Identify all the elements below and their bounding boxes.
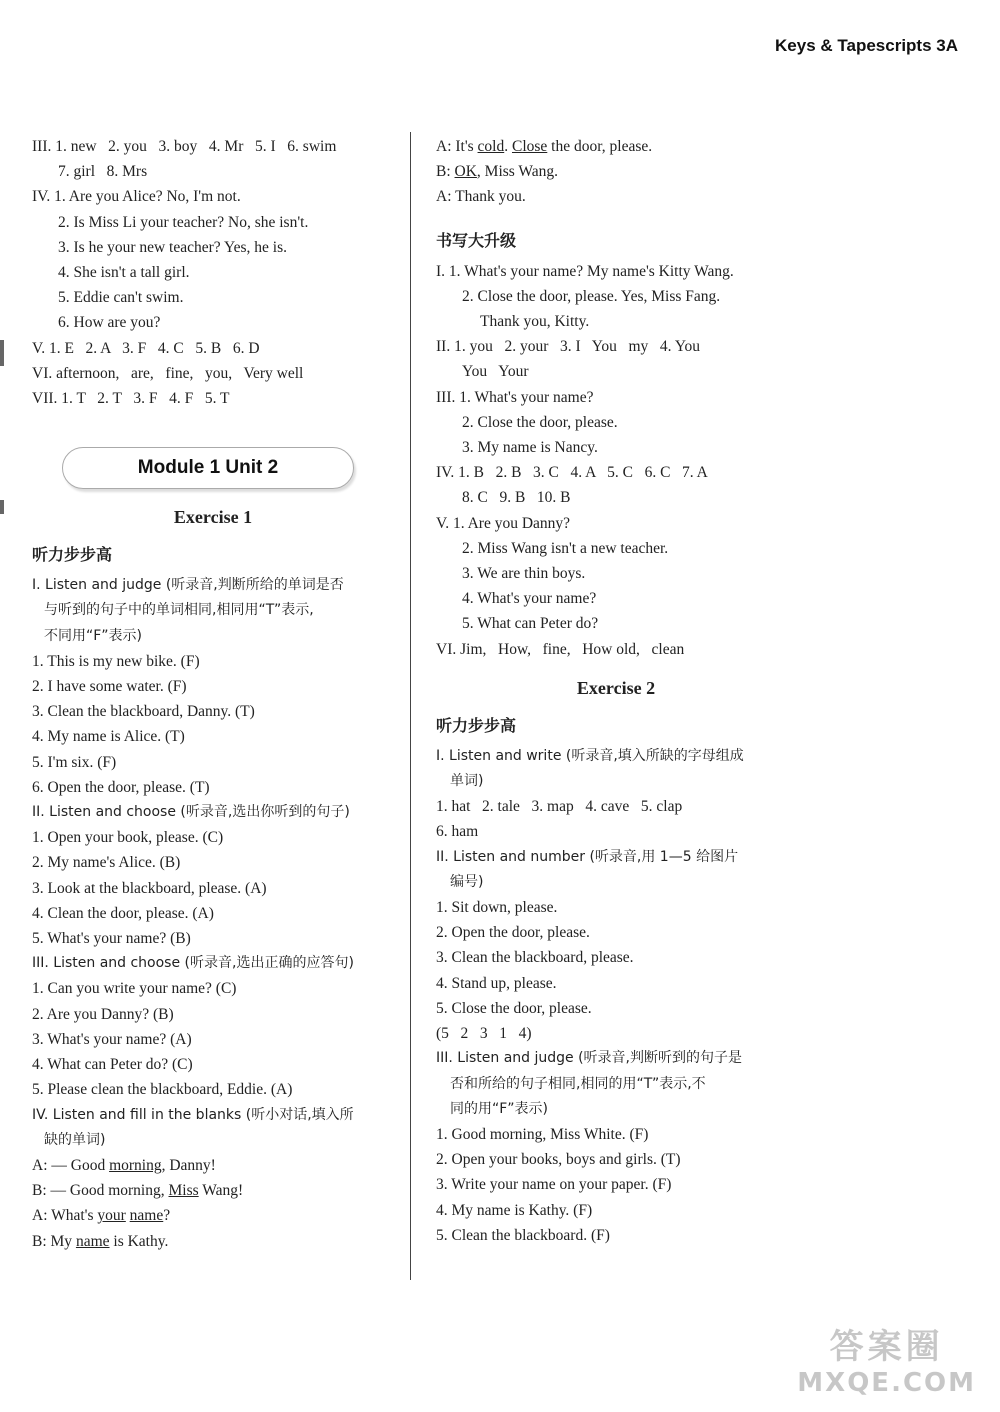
answer-line: 2. Close the door, please. <box>462 413 618 431</box>
part-instruction: II. Listen and number (听录音,用 1—5 给图片 <box>436 848 739 865</box>
answer-line: 1. hat 2. tale 3. map 4. cave 5. clap <box>436 798 683 816</box>
answer-line: 5. Clean the blackboard. (F) <box>436 1226 610 1244</box>
exercise-heading: Exercise 1 <box>173 507 253 528</box>
answer-line: VII. 1. T 2. T 3. F 4. F 5. T <box>32 390 230 408</box>
answer-line: 3. We are thin boys. <box>462 565 586 583</box>
part-instruction: IV. Listen and fill in the blanks (听小对话,填入所 <box>32 1106 354 1123</box>
page-edge-mark <box>0 340 4 366</box>
answer-line: 4. What can Peter do? (C) <box>32 1056 193 1074</box>
part-instruction: 与听到的句子中的单词相同,相同用“T”表示, <box>44 602 314 619</box>
answer-line: V. 1. Are you Danny? <box>436 514 571 532</box>
part-instruction: I. Listen and write (听录音,填入所缺的字母组成 <box>436 747 744 764</box>
answer-line: 3. My name is Nancy. <box>462 439 598 457</box>
watermark-logo-text: 答案圈 <box>829 1327 944 1367</box>
part-instruction: III. Listen and judge (听录音,判断听到的句子是 <box>436 1050 742 1067</box>
answer-line: 5. What can Peter do? <box>462 615 599 633</box>
dialog-line: A: It's cold. Close the door, please. <box>436 138 653 155</box>
answer-line: 3. Write your name on your paper. (F) <box>436 1176 672 1194</box>
dialog-line: A: What's your name? <box>32 1207 171 1225</box>
answer-line: 4. She isn't a tall girl. <box>58 264 190 282</box>
answer-line: 2. Are you Danny? (B) <box>32 1005 174 1023</box>
answer-line: 5. Close the door, please. <box>436 999 592 1017</box>
answer-line: 4. Clean the door, please. (A) <box>32 904 214 922</box>
part-instruction: 单词) <box>450 773 484 790</box>
answer-line: 3. Is he your new teacher? Yes, he is. <box>58 238 287 256</box>
answer-line: 6. How are you? <box>58 314 161 332</box>
dialog-line: B: OK, Miss Wang. <box>436 163 559 181</box>
section-heading: 书写大升级 <box>436 230 517 250</box>
answer-line: 7. girl 8. Mrs <box>58 163 148 181</box>
column-divider <box>410 132 411 1280</box>
left-column <box>32 134 394 1254</box>
dialog-line: A: Thank you. <box>436 188 526 206</box>
answer-line: 3. What's your name? (A) <box>32 1030 192 1048</box>
answer-line: VI. afternoon, are, fine, you, Very well <box>32 364 304 382</box>
answer-line: 2. Is Miss Li your teacher? No, she isn't. <box>58 213 309 231</box>
answer-line: 5. Eddie can't swim. <box>58 289 184 307</box>
answer-line: You Your <box>462 363 529 381</box>
exercise-heading: Exercise 2 <box>576 677 656 698</box>
answer-line: 2. My name's Alice. (B) <box>32 854 181 872</box>
answer-line: V. 1. E 2. A 3. F 4. C 5. B 6. D <box>32 339 260 357</box>
answer-line: I. 1. What's your name? My name's Kitty Wang. <box>436 262 734 280</box>
part-instruction: 同的用“F”表示) <box>450 1100 549 1117</box>
answer-line: 4. My name is Kathy. (F) <box>436 1201 593 1219</box>
answer-line: 6. Open the door, please. (T) <box>32 778 210 796</box>
right-column <box>436 134 796 1248</box>
module-title: Module 1 Unit 2 <box>62 447 354 489</box>
part-instruction: II. Listen and choose (听录音,选出你听到的句子) <box>32 804 350 821</box>
answer-line: IV. 1. B 2. B 3. C 4. A 5. C 6. C 7. A <box>436 464 708 482</box>
answer-line: 2. Open the door, please. <box>436 924 590 942</box>
site-watermark <box>797 1319 976 1398</box>
answer-line: III. 1. What's your name? <box>436 388 594 406</box>
answer-line: 1. Open your book, please. (C) <box>32 829 224 847</box>
watermark-url: MXQE.COM <box>797 1368 976 1398</box>
answer-line: 5. Please clean the blackboard, Eddie. (A) <box>32 1081 293 1099</box>
answer-line: 5. What's your name? (B) <box>32 930 191 948</box>
page-header: Keys & Tapescripts 3A <box>775 36 958 55</box>
dialog-line: B: My name is Kathy. <box>32 1232 169 1250</box>
answer-line: 1. Good morning, Miss White. (F) <box>436 1125 649 1143</box>
answer-line: 4. Stand up, please. <box>436 974 557 992</box>
part-instruction: 不同用“F”表示) <box>44 627 143 644</box>
part-instruction: I. Listen and judge (听录音,判断所给的单词是否 <box>32 577 344 594</box>
answer-line: 2. Open your books, boys and girls. (T) <box>436 1151 681 1169</box>
answer-line: 1. Can you write your name? (C) <box>32 980 237 998</box>
answer-line: 2. Miss Wang isn't a new teacher. <box>462 539 669 557</box>
section-heading: 听力步步高 <box>436 715 517 735</box>
part-instruction: 缺的单词) <box>44 1131 106 1148</box>
answer-line: 1. This is my new bike. (F) <box>32 652 200 670</box>
answer-line: (5 2 3 1 4) <box>436 1025 532 1043</box>
answer-line: 8. C 9. B 10. B <box>462 489 571 507</box>
answer-line: 5. I'm six. (F) <box>32 753 117 771</box>
part-instruction: III. Listen and choose (听录音,选出正确的应答句) <box>32 955 354 972</box>
answer-line: IV. 1. Are you Alice? No, I'm not. <box>32 188 241 206</box>
section-heading: 听力步步高 <box>32 545 113 565</box>
answer-line: 6. ham <box>436 823 479 841</box>
answer-line: 3. Clean the blackboard, Danny. (T) <box>32 703 255 721</box>
answer-line: 1. Sit down, please. <box>436 899 558 917</box>
part-instruction: 否和所给的句子相同,相同的用“T”表示,不 <box>450 1075 706 1092</box>
answer-line: 3. Clean the blackboard, please. <box>436 949 634 967</box>
answer-line: 4. What's your name? <box>462 590 597 608</box>
answer-line: III. 1. new 2. you 3. boy 4. Mr 5. I 6. swim <box>32 138 337 155</box>
answer-line: Thank you, Kitty. <box>480 313 590 331</box>
answer-line: 2. Close the door, please. Yes, Miss Fang. <box>462 287 721 305</box>
dialog-line: A: — Good morning, Danny! <box>32 1156 216 1174</box>
part-instruction: 编号) <box>450 873 484 890</box>
answer-line: VI. Jim, How, fine, How old, clean <box>436 640 685 658</box>
answer-line: II. 1. you 2. your 3. I You my 4. You <box>436 338 700 356</box>
dialog-line: B: — Good morning, Miss Wang! <box>32 1182 244 1200</box>
answer-line: 4. My name is Alice. (T) <box>32 728 185 746</box>
answer-line: 3. Look at the blackboard, please. (A) <box>32 879 267 897</box>
page-edge-mark <box>0 500 4 514</box>
answer-line: 2. I have some water. (F) <box>32 678 187 696</box>
